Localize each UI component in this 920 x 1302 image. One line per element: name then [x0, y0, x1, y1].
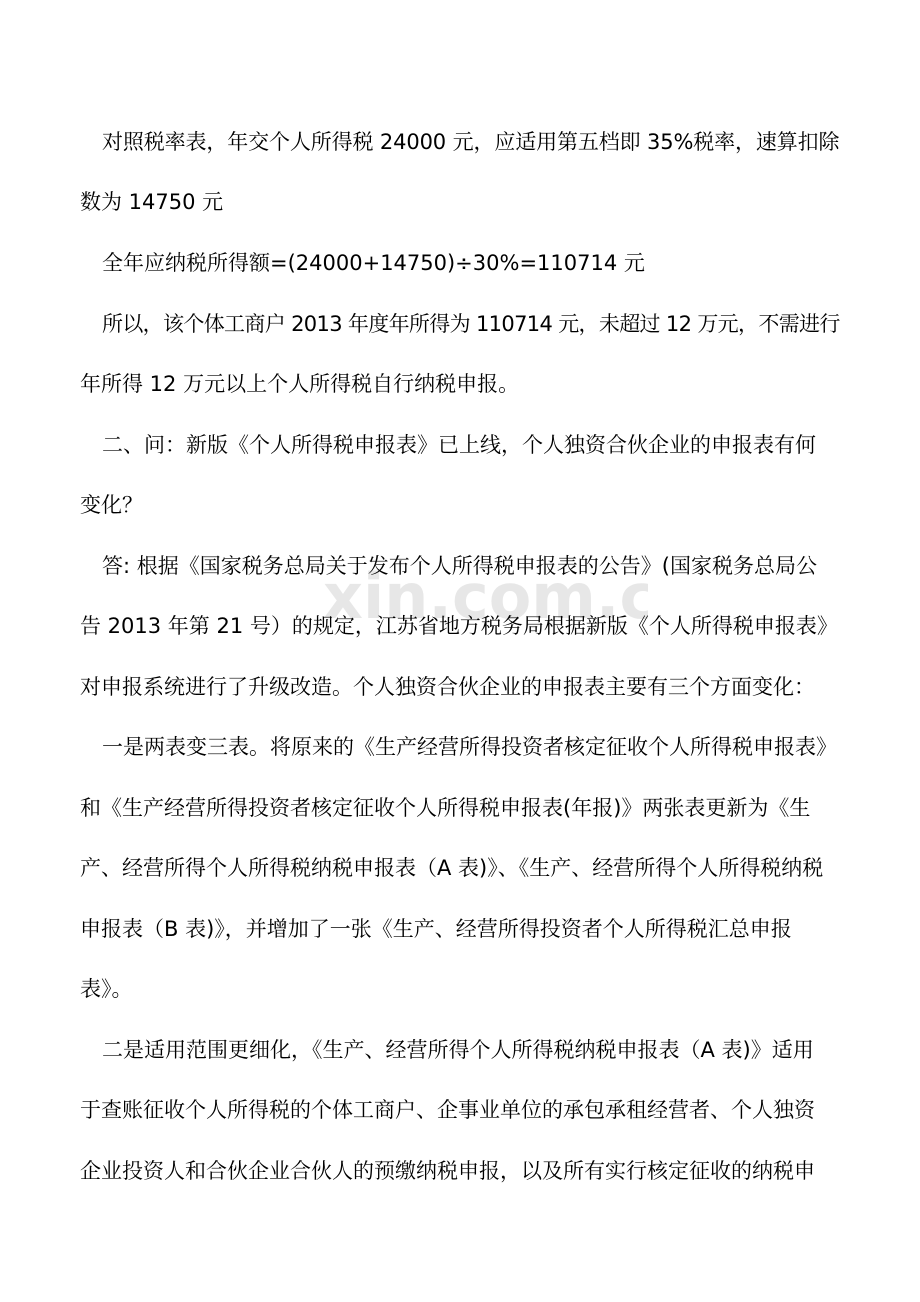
question-line-1: 二、问：新版《个人所得税申报表》已上线，个人独资合伙企业的申报表有何: [102, 433, 816, 457]
point-1-line-3: 产、经营所得个人所得税纳税申报表（A 表)》、《生产、经营所得个人所得税纳税: [80, 856, 824, 880]
point-2-line-2: 于查账征收个人所得税的个体工商户、企事业单位的承包承租经营者、个人独资: [80, 1098, 815, 1122]
point-1-line-4: 申报表（B 表)》，并增加了一张《生产、经营所得投资者个人所得税汇总申报: [80, 917, 792, 941]
point-1-line-5: 表》。: [80, 977, 133, 1001]
point-1-line-2: 和《生产经营所得投资者核定征收个人所得税申报表(年报)》两张表更新为《生: [80, 796, 811, 820]
point-2-line-1: 二是适用范围更细化，《生产、经营所得个人所得税纳税申报表（A 表)》适用: [102, 1038, 814, 1062]
paragraph-3-line-1: 所以，该个体工商户 2013 年度年所得为 110714 元，未超过 12 万元，不需进行: [102, 312, 840, 336]
paragraph-3-line-2: 年所得 12 万元以上个人所得税自行纳税申报。: [80, 372, 520, 396]
point-1-line-1: 一是两表变三表。将原来的《生产经营所得投资者核定征收个人所得税申报表》: [102, 735, 837, 759]
paragraph-1-line-2: 数为 14750 元: [80, 190, 224, 214]
paragraph-1-line-1: 对照税率表，年交个人所得税 24000 元，应适用第五档即 35%税率，速算扣除: [102, 130, 840, 154]
answer-line-3: 对申报系统进行了升级改造。个人独资合伙企业的申报表主要有三个方面变化：: [80, 675, 815, 699]
answer-line-1: 答: 根据《国家税务总局关于发布个人所得税申报表的公告》(国家税务总局公: [102, 554, 817, 578]
point-2-line-3: 企业投资人和合伙企业合伙人的预缴纳税申报，以及所有实行核定征收的纳税申: [80, 1159, 815, 1183]
question-line-2: 变化？: [80, 493, 143, 517]
answer-line-2: 告 2013 年第 21 号）的规定，江苏省地方税务局根据新版《个人所得税申报表》: [80, 614, 838, 638]
svg-text:zixin.com.cn: xin.com.c: [322, 560, 648, 633]
paragraph-2-line-1: 全年应纳税所得额=(24000+14750)÷30%=110714 元: [102, 251, 645, 275]
